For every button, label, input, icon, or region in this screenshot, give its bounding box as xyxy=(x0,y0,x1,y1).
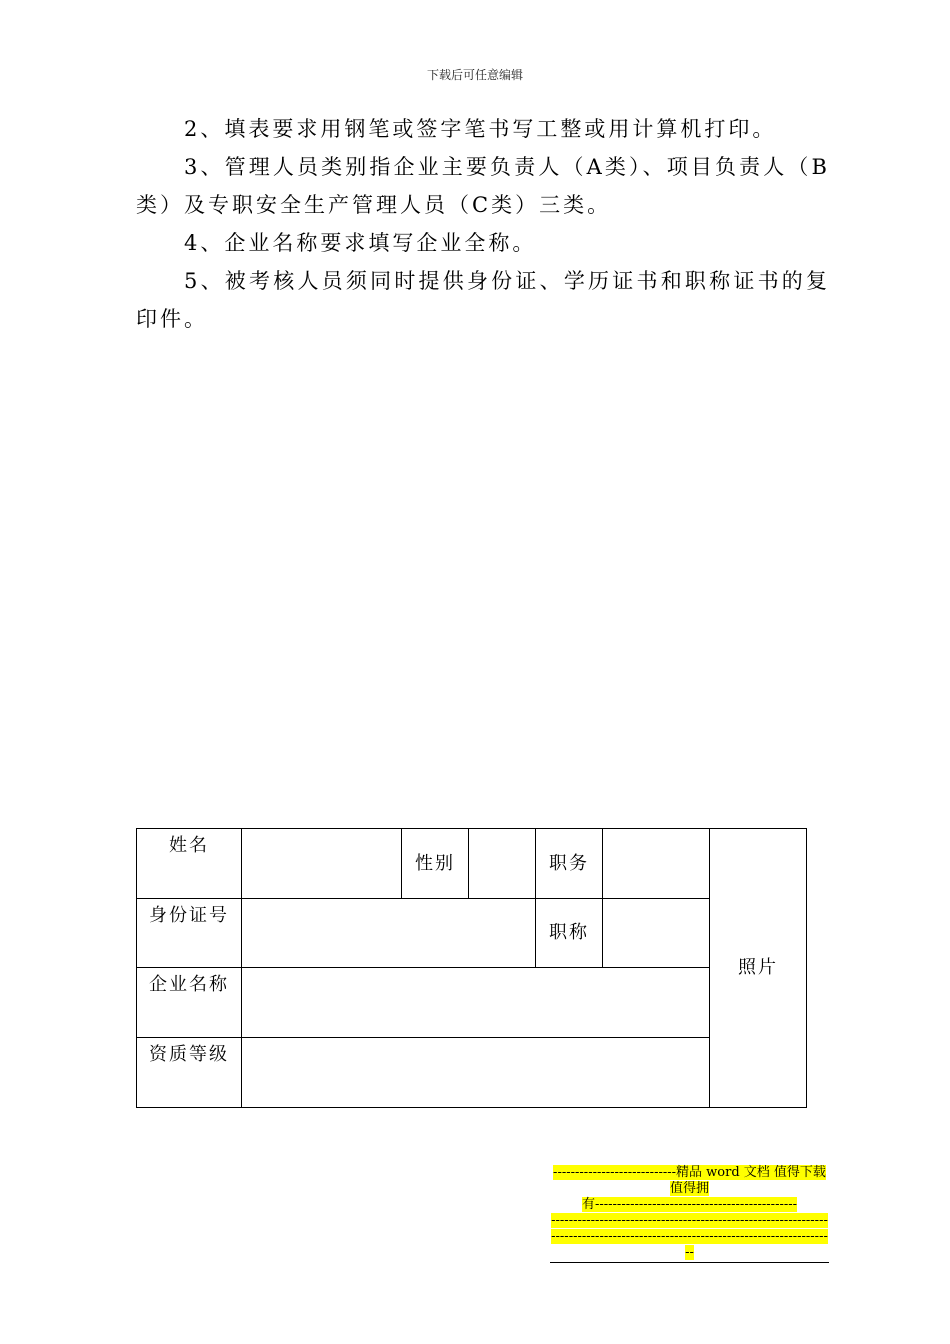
id-number-label: 身份证号 xyxy=(137,899,242,968)
gender-label: 性别 xyxy=(402,829,469,899)
instruction-2: 2、填表要求用钢笔或签字笔书写工整或用计算机打印。 xyxy=(184,117,777,141)
name-value[interactable] xyxy=(242,829,402,899)
instructions xyxy=(136,110,830,338)
position-label: 职务 xyxy=(536,829,603,899)
gender-value[interactable] xyxy=(469,829,536,899)
company-name-label: 企业名称 xyxy=(137,968,242,1038)
company-name-value[interactable] xyxy=(242,968,710,1038)
instruction-3: 3、管理人员类别指企业主要负责人（A类）、项目负责人（B类）及专职安全生产管理人员（C类）三类。 xyxy=(136,155,830,217)
qualification-value[interactable] xyxy=(242,1038,710,1108)
qualification-label: 资质等级 xyxy=(137,1038,242,1108)
title-value[interactable] xyxy=(603,899,710,968)
footer-line-1: ----------------------------精品 word 文档 值得下载 值得拥 xyxy=(553,1165,826,1196)
position-value[interactable] xyxy=(603,829,710,899)
footer-line-3: -------------------------------------------------------------------------------------------------------------------------------- xyxy=(551,1213,828,1260)
footer-line-2: 有---------------------------------------------- xyxy=(581,1197,798,1212)
id-number-value[interactable] xyxy=(242,899,536,968)
footer-note xyxy=(550,1165,829,1261)
footer-rule xyxy=(550,1262,829,1263)
instruction-5: 5、被考核人员须同时提供身份证、学历证书和职称证书的复印件。 xyxy=(136,269,830,331)
instruction-4: 4、企业名称要求填写企业全称。 xyxy=(184,231,537,255)
personnel-form-table xyxy=(136,828,807,1108)
title-label: 职称 xyxy=(536,899,603,968)
name-label: 姓名 xyxy=(137,829,242,899)
photo-cell: 照片 xyxy=(710,829,807,1108)
page-header: 下载后可任意编辑 xyxy=(426,68,523,82)
